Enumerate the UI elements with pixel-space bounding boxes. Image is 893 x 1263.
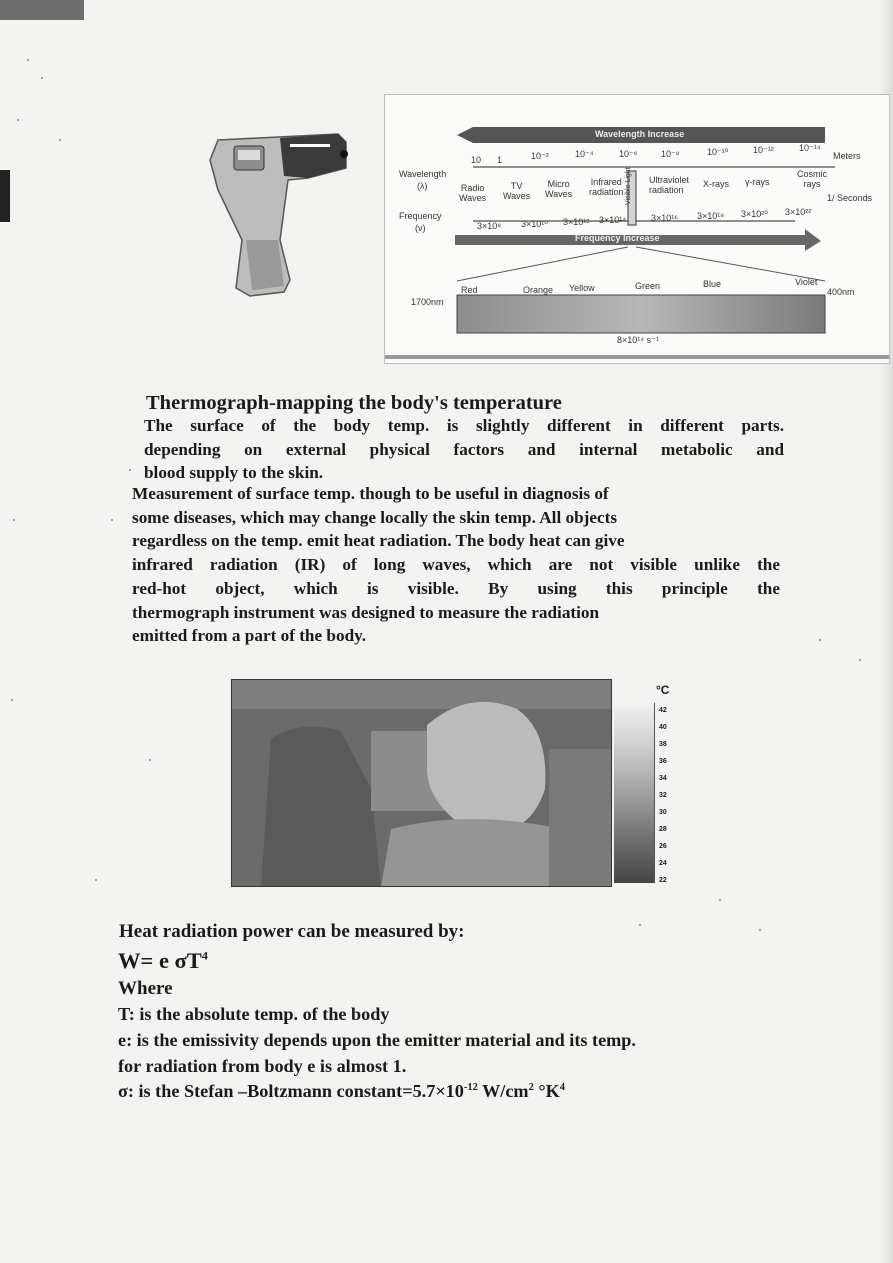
section-title: Thermograph-mapping the body's temperature — [146, 392, 562, 414]
freq-tick: 3×10¹⁸ — [697, 211, 725, 221]
freq-tick: 3×10¹⁰ — [521, 219, 548, 229]
formula-exponent: 4 — [201, 948, 208, 963]
temperature-scale-ticks — [654, 703, 681, 883]
freq-tick: 3×10⁸ — [477, 221, 502, 231]
seconds-label: 1/ Seconds — [827, 193, 873, 203]
wavelength-symbol: (λ) — [417, 181, 428, 191]
scale-tick: 22 — [659, 877, 667, 884]
sigma-exponent: -12 — [463, 1081, 478, 1093]
scale-tick: 36 — [659, 758, 667, 765]
wl-tick: 10⁻¹⁴ — [799, 143, 821, 153]
visible-color-violet: Violet — [795, 277, 818, 287]
scale-tick: 40 — [659, 724, 667, 731]
wl-tick: 10 — [471, 155, 482, 165]
thermogram-image — [231, 679, 612, 887]
paragraph-line: The surface of the body temp. is slightly different in different parts. — [144, 416, 784, 435]
wl-tick: 10⁻⁴ — [575, 149, 594, 159]
visible-color-orange: Orange — [523, 285, 554, 295]
paragraph-line: regardless on the temp. emit heat radiation. The body heat can give — [132, 531, 625, 551]
scan-binding-shadow — [0, 170, 10, 222]
visible-color-red: Red — [461, 285, 478, 295]
visible-left-label: 1700nm — [411, 297, 444, 307]
visible-frequency-label: 8×10¹⁴ s⁻¹ — [617, 335, 659, 345]
scale-tick: 42 — [659, 707, 667, 714]
freq-tick: 3×10¹⁶ — [651, 213, 678, 223]
scale-tick: 30 — [659, 809, 667, 816]
em-spectrum-diagram — [384, 94, 890, 364]
paragraph-line: Measurement of surface temp. though to be useful in diagnosis of — [132, 484, 609, 503]
sigma-unit: W/cm — [477, 1081, 529, 1101]
scale-tick: 34 — [659, 775, 667, 782]
wl-tick: 1 — [497, 155, 503, 165]
paragraph-1 — [144, 414, 784, 485]
sigma-kelvin-exponent: 4 — [559, 1081, 566, 1093]
sigma-unit-exponent: 2 — [528, 1081, 534, 1093]
stefan-boltzmann-formula — [118, 948, 208, 974]
zoom-line-left — [457, 247, 628, 281]
paragraph-2 — [132, 482, 780, 648]
band-visible: Visible Light — [625, 167, 632, 205]
scale-tick: 24 — [659, 860, 667, 867]
wl-tick: 10⁻¹² — [753, 145, 774, 155]
band-radio: Radio Waves — [459, 183, 487, 203]
freq-tick: 3×10¹⁴ — [599, 215, 627, 225]
paragraph-line: emitted from a part of the body. — [132, 626, 367, 646]
scale-tick: 32 — [659, 792, 667, 799]
infrared-thermometer-image — [188, 120, 368, 300]
definition-e-body: for radiation from body e is almost 1. — [118, 1056, 407, 1076]
visible-color-yellow: Yellow — [569, 283, 595, 293]
paragraph-line: some diseases, which may change locally the skin temp. All objects — [132, 507, 618, 527]
definition-t: T: is the absolute temp. of the body — [118, 1004, 390, 1024]
sigma-text: σ: is the Stefan –Boltzmann constant=5.7×10 — [118, 1081, 464, 1101]
band-cosmic: Cosmic rays — [797, 169, 828, 189]
zoom-line-right — [636, 247, 825, 281]
paragraph-line: red-hot object, which is visible. By using this principle the — [132, 578, 780, 598]
freq-tick: 3×10²² — [785, 207, 812, 217]
band-xrays: X-rays — [703, 179, 730, 189]
definition-sigma — [118, 1081, 565, 1102]
paragraph-line: blood supply to the skin. — [144, 463, 324, 483]
band-infrared: Infrared radiation — [589, 177, 624, 197]
scale-tick: 38 — [659, 741, 667, 748]
where-label: Where — [118, 978, 173, 999]
paragraph-line: infrared radiation (IR) of long waves, which are not visible unlike the — [132, 555, 780, 575]
wavelength-increase-label: Wavelength Increase — [595, 129, 685, 139]
frequency-symbol: (ν) — [415, 223, 426, 233]
freq-tick: 3×10²⁰ — [741, 209, 768, 219]
band-gamma: γ-rays — [745, 177, 770, 187]
temperature-scale-bar — [614, 705, 654, 883]
meters-label: Meters — [833, 151, 861, 161]
visible-color-green: Green — [635, 281, 661, 291]
band-micro: Micro Waves — [545, 179, 573, 199]
formula-lhs: W= e σT — [118, 948, 202, 973]
visible-right-label: 400nm — [827, 287, 855, 297]
visible-spectrum-bar — [457, 295, 825, 333]
wl-tick: 10⁻⁸ — [661, 149, 680, 159]
frequency-label: Frequency — [399, 211, 442, 221]
visible-color-blue: Blue — [703, 279, 722, 289]
band-tv: TV Waves — [503, 181, 531, 201]
scan-corner-shadow — [0, 0, 84, 20]
band-ultraviolet: Ultraviolet radiation — [649, 175, 690, 195]
scale-tick: 28 — [659, 826, 667, 833]
scale-tick: 26 — [659, 843, 667, 850]
temperature-unit: °C — [656, 683, 670, 697]
wl-tick: 10⁻⁶ — [619, 149, 638, 159]
freq-tick: 3×10¹² — [563, 217, 590, 227]
wavelength-label: Wavelength — [399, 169, 447, 179]
frequency-increase-label: Frequency Increase — [575, 233, 660, 243]
paragraph-line: thermograph instrument was designed to measure the radiation — [132, 602, 600, 622]
wl-tick: 10⁻² — [531, 151, 549, 161]
paragraph-line: depending on external physical factors and internal metabolic and — [144, 439, 784, 459]
wl-tick: 10⁻¹⁰ — [707, 147, 729, 157]
definition-e: e: is the emissivity depends upon the emitter material and its temp. — [118, 1030, 636, 1050]
heat-radiation-intro: Heat radiation power can be measured by: — [119, 921, 465, 942]
sigma-unit-kelvin: °K — [533, 1081, 560, 1101]
